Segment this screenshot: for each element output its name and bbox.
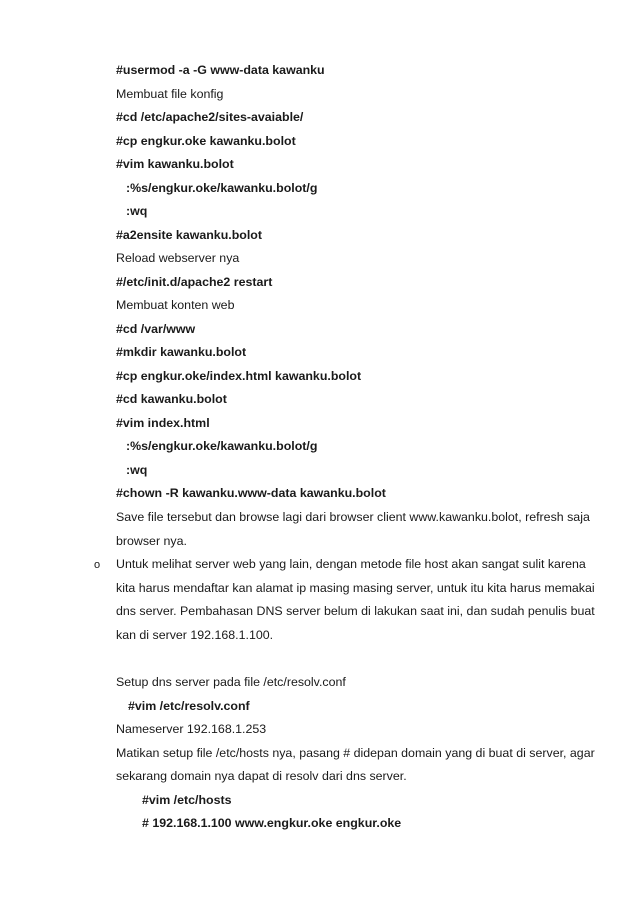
paragraph-dns-1: Untuk melihat server web yang lain, dengan metode file host akan sangat sulit karena (116, 557, 586, 571)
nameserver-line: Nameserver 192.168.1.253 (116, 722, 267, 736)
paragraph-save-file-1: Save file tersebut dan browse lagi dari browser client www.kawanku.bolot, refresh saja (116, 510, 590, 524)
cmd-cd-sites-available: #cd /etc/apache2/sites-avaiable/ (116, 110, 304, 124)
cmd-vim-config: #vim kawanku.bolot (116, 157, 234, 171)
cmd-apache-restart: #/etc/init.d/apache2 restart (116, 275, 273, 289)
cmd-cp-index: #cp engkur.oke/index.html kawanku.bolot (116, 369, 362, 383)
cmd-vim-substitute-2: :%s/engkur.oke/kawanku.bolot/g (126, 439, 318, 453)
cmd-vim-resolv: #vim /etc/resolv.conf (128, 699, 250, 713)
list-bullet: o (94, 559, 101, 571)
hosts-entry: # 192.168.1.100 www.engkur.oke engkur.oke (142, 816, 402, 830)
heading-reload-webserver: Reload webserver nya (116, 251, 240, 265)
heading-setup-dns: Setup dns server pada file /etc/resolv.conf (116, 675, 346, 689)
cmd-cd-kawanku: #cd kawanku.bolot (116, 392, 227, 406)
cmd-vim-index: #vim index.html (116, 416, 210, 430)
paragraph-dns-3: dns server. Pembahasan DNS server belum di lakukan saat ini, dan sudah penulis buat (116, 604, 595, 618)
cmd-vim-substitute-1: :%s/engkur.oke/kawanku.bolot/g (126, 181, 318, 195)
paragraph-save-file-2: browser nya. (116, 534, 187, 548)
paragraph-dns-2: kita harus mendaftar kan alamat ip masing masing server, untuk itu kita harus memakai (116, 581, 595, 595)
cmd-a2ensite: #a2ensite kawanku.bolot (116, 228, 262, 242)
cmd-mkdir: #mkdir kawanku.bolot (116, 345, 247, 359)
paragraph-hosts-2: sekarang domain nya dapat di resolv dari dns server. (116, 769, 407, 783)
heading-membuat-file-konfig: Membuat file konfig (116, 87, 224, 101)
cmd-vim-wq-1: :wq (126, 204, 148, 218)
paragraph-hosts-1: Matikan setup file /etc/hosts nya, pasang # didepan domain yang di buat di server, agar (116, 746, 595, 760)
cmd-cd-var-www: #cd /var/www (116, 322, 196, 336)
paragraph-dns-4: kan di server 192.168.1.100. (116, 628, 274, 642)
cmd-chown: #chown -R kawanku.www-data kawanku.bolot (116, 486, 386, 500)
cmd-vim-wq-2: :wq (126, 463, 148, 477)
cmd-vim-hosts: #vim /etc/hosts (142, 793, 232, 807)
cmd-cp-config: #cp engkur.oke kawanku.bolot (116, 134, 296, 148)
heading-membuat-konten-web: Membuat konten web (116, 298, 235, 312)
cmd-usermod: #usermod -a -G www-data kawanku (116, 63, 325, 77)
